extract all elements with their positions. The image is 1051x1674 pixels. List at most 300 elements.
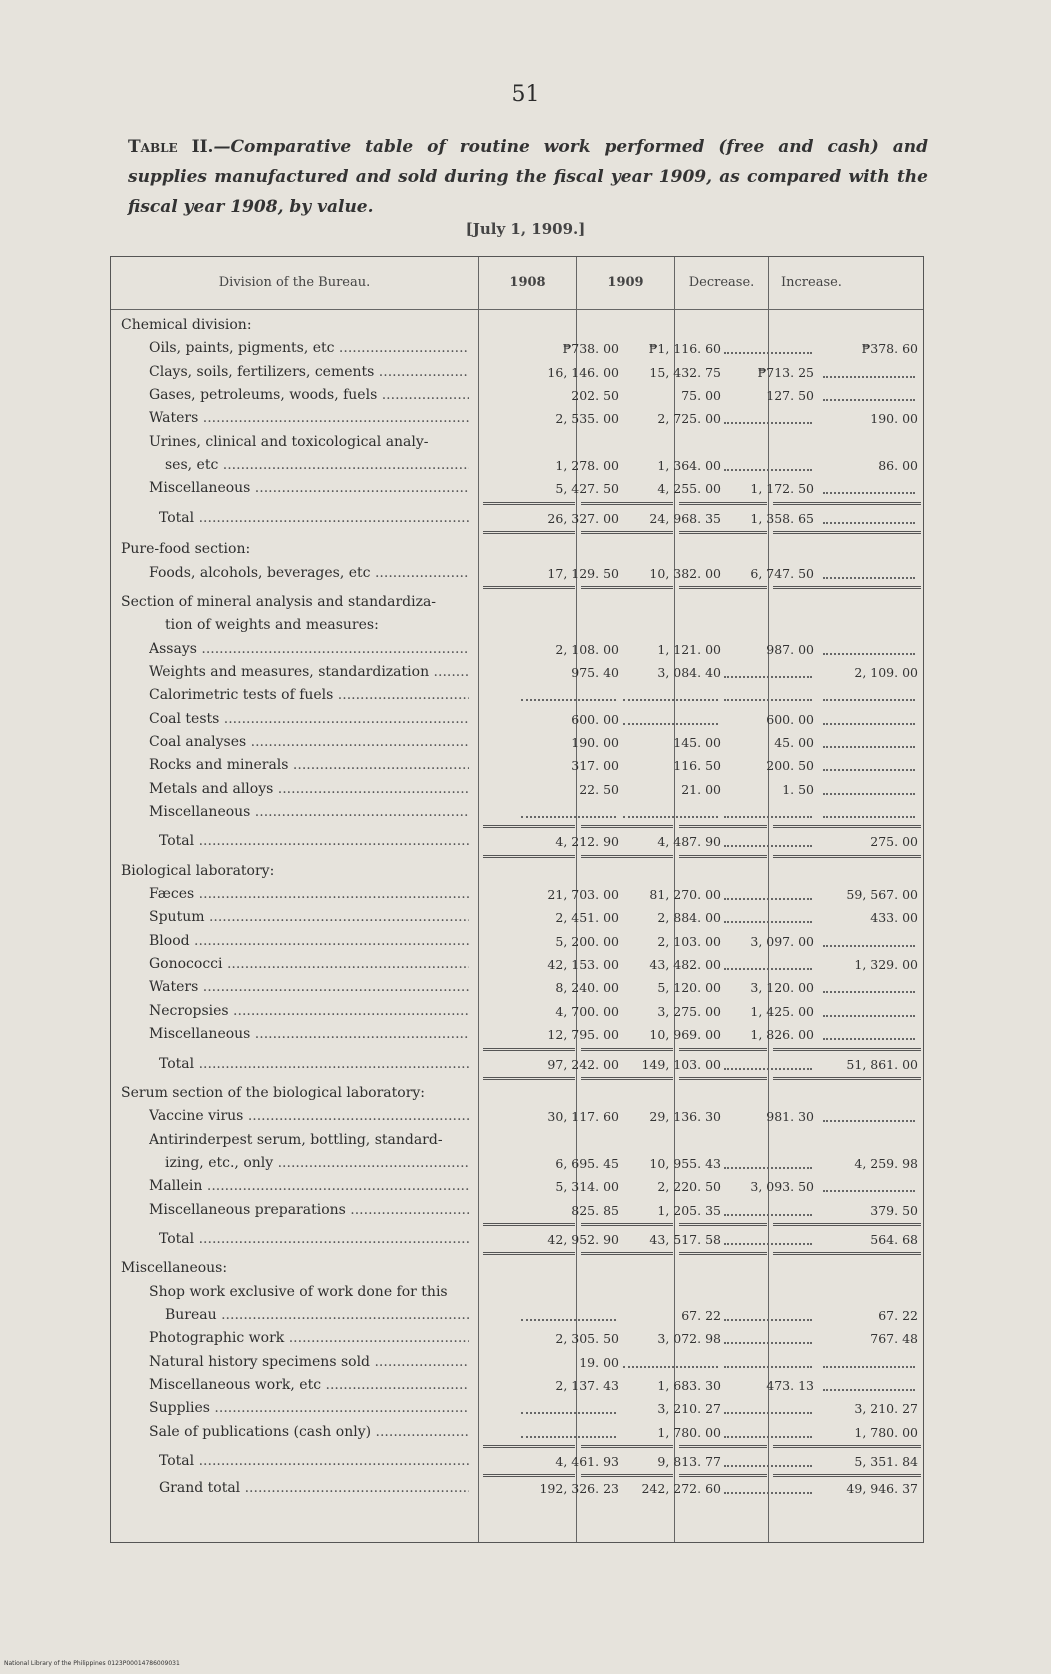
row-label: Grand total ..... bbox=[159, 1477, 469, 1500]
empty-cell-leader bbox=[823, 991, 915, 993]
total-row bbox=[111, 1477, 923, 1500]
table-row bbox=[111, 1281, 923, 1304]
row-label: Photographic work ..... bbox=[149, 1327, 469, 1350]
row-label: Urines, clinical and toxicological analy- bbox=[149, 433, 429, 450]
sum-rule bbox=[679, 1223, 767, 1226]
section-heading-row bbox=[111, 538, 923, 561]
value-increase: 49, 946. 37 bbox=[846, 1481, 918, 1497]
empty-cell-leader bbox=[724, 1412, 812, 1414]
row-label: Shop work exclusive of work done for this bbox=[149, 1283, 448, 1300]
row-label: Rocks and minerals ..... bbox=[149, 754, 469, 777]
empty-cell-leader bbox=[724, 816, 812, 818]
value-increase: 1, 780. 00 bbox=[854, 1424, 918, 1440]
sum-rule bbox=[679, 1048, 767, 1051]
row-label: Vaccine virus ..... bbox=[149, 1105, 469, 1128]
sum-rule bbox=[483, 1445, 575, 1448]
empty-cell-leader bbox=[823, 1190, 915, 1192]
section-heading: Pure-food section: bbox=[121, 541, 251, 558]
value-decrease: 987. 00 bbox=[766, 641, 814, 657]
empty-cell-leader bbox=[724, 1068, 812, 1070]
value-1909: 21. 00 bbox=[681, 781, 721, 797]
value-1909: 67. 22 bbox=[681, 1308, 721, 1323]
row-label: ses, etc ..... bbox=[165, 454, 469, 477]
sum-rule bbox=[581, 1223, 673, 1226]
row-label: Miscellaneous ..... bbox=[149, 1023, 469, 1046]
value-1908: 317. 00 bbox=[571, 758, 619, 774]
value-1908: 19. 00 bbox=[579, 1354, 619, 1370]
value-1908: 825. 85 bbox=[571, 1202, 619, 1218]
value-1908: 190. 00 bbox=[571, 734, 619, 750]
sum-rule bbox=[581, 1048, 673, 1051]
row-label: Coal analyses ..... bbox=[149, 731, 469, 754]
empty-cell-leader bbox=[521, 1412, 616, 1414]
value-1908: 4, 700. 00 bbox=[555, 1003, 619, 1019]
sum-rule bbox=[679, 502, 767, 505]
table-row bbox=[111, 1152, 923, 1175]
section-heading: Biological laboratory: bbox=[121, 862, 275, 879]
value-increase: 379. 50 bbox=[870, 1202, 918, 1218]
value-1909: 24, 968. 35 bbox=[649, 510, 721, 526]
table-row bbox=[111, 1304, 923, 1327]
table-row bbox=[111, 407, 923, 430]
empty-cell-leader bbox=[623, 816, 718, 818]
row-label: tion of weights and measures: bbox=[165, 617, 379, 634]
sum-rule bbox=[483, 1048, 575, 1051]
value-increase: 86. 00 bbox=[878, 458, 918, 474]
row-label: Total ..... bbox=[159, 1053, 469, 1076]
table-row bbox=[111, 883, 923, 906]
value-1909: 2, 220. 50 bbox=[657, 1179, 721, 1195]
value-1908: 21, 703. 00 bbox=[547, 887, 619, 903]
value-1908: 17, 129. 50 bbox=[547, 565, 619, 581]
value-1909: 1, 205. 35 bbox=[657, 1202, 721, 1218]
column-header-1908: 1908 bbox=[509, 275, 546, 290]
value-1908: 42, 952. 90 bbox=[547, 1231, 619, 1247]
total-row bbox=[111, 830, 923, 853]
value-1908: 5, 427. 50 bbox=[555, 481, 619, 497]
row-label: Antirinderpest serum, bottling, standard- bbox=[149, 1131, 443, 1148]
table-row bbox=[111, 1199, 923, 1222]
value-1909: 29, 136. 30 bbox=[649, 1109, 721, 1125]
value-1909: 3, 210. 27 bbox=[657, 1401, 721, 1417]
empty-cell-leader bbox=[724, 1492, 812, 1494]
sum-rule bbox=[483, 586, 575, 589]
value-increase: 767. 48 bbox=[870, 1331, 918, 1347]
table-row bbox=[111, 1000, 923, 1023]
row-label: Miscellaneous work, etc ..... bbox=[149, 1374, 469, 1397]
column-header-decrease: Decrease. bbox=[688, 275, 755, 290]
value-decrease: 1, 826. 00 bbox=[750, 1027, 814, 1043]
table-row bbox=[111, 454, 923, 477]
row-label: Mallein ..... bbox=[149, 1175, 469, 1198]
empty-cell-leader bbox=[724, 1436, 812, 1438]
scan-footer: National Library of the Philippines 0123P00014786009031 bbox=[4, 1660, 180, 1667]
empty-cell-leader bbox=[521, 1319, 616, 1321]
value-increase: 564. 68 bbox=[870, 1231, 918, 1247]
value-1909: 1, 683. 30 bbox=[657, 1378, 721, 1394]
table-row bbox=[111, 930, 923, 953]
value-1908: 1, 278. 00 bbox=[555, 458, 619, 474]
empty-cell-leader bbox=[823, 793, 915, 795]
empty-cell-leader bbox=[724, 1366, 812, 1368]
value-1908: 2, 108. 00 bbox=[555, 641, 619, 657]
value-decrease: 3, 120. 00 bbox=[750, 980, 814, 996]
value-1909: 145. 00 bbox=[673, 734, 721, 750]
table-row bbox=[111, 684, 923, 707]
sum-rule bbox=[581, 586, 673, 589]
table-row bbox=[111, 1327, 923, 1350]
value-1908: 600. 00 bbox=[571, 711, 619, 727]
row-label: Clays, soils, fertilizers, cements ..... bbox=[149, 361, 469, 384]
value-decrease: 981. 30 bbox=[766, 1109, 814, 1125]
value-increase: 67. 22 bbox=[878, 1308, 918, 1323]
table-row bbox=[111, 361, 923, 384]
table-row bbox=[111, 708, 923, 731]
value-decrease: 3, 097. 00 bbox=[750, 933, 814, 949]
value-increase: 1, 329. 00 bbox=[854, 957, 918, 973]
sum-rule bbox=[679, 855, 767, 858]
empty-cell-leader bbox=[724, 676, 812, 678]
value-1909: 43, 517. 58 bbox=[649, 1231, 721, 1247]
sum-rule bbox=[483, 1252, 575, 1255]
value-1909: 149, 103. 00 bbox=[641, 1056, 721, 1072]
table-row bbox=[111, 1374, 923, 1397]
value-1909: 4, 255. 00 bbox=[657, 481, 721, 497]
empty-cell-leader bbox=[724, 352, 812, 354]
sum-rule bbox=[679, 1252, 767, 1255]
value-1909: 1, 121. 00 bbox=[657, 641, 721, 657]
value-1909: 1, 780. 00 bbox=[657, 1424, 721, 1440]
empty-cell-leader bbox=[823, 945, 915, 947]
empty-cell-leader bbox=[823, 769, 915, 771]
row-label: Waters ..... bbox=[149, 976, 469, 999]
empty-cell-leader bbox=[823, 577, 915, 579]
sum-rule bbox=[483, 502, 575, 505]
empty-cell-leader bbox=[724, 422, 812, 424]
empty-cell-leader bbox=[724, 921, 812, 923]
sum-rule bbox=[773, 1223, 921, 1226]
table-row bbox=[111, 1175, 923, 1198]
empty-cell-leader bbox=[823, 723, 915, 725]
value-1908: 42, 153. 00 bbox=[547, 957, 619, 973]
value-1908: 6, 695. 45 bbox=[555, 1155, 619, 1171]
empty-cell-leader bbox=[823, 522, 915, 524]
column-header-increase: Increase. bbox=[781, 275, 842, 290]
value-1909: 10, 382. 00 bbox=[649, 565, 721, 581]
value-decrease: 1, 172. 50 bbox=[750, 481, 814, 497]
empty-cell-leader bbox=[724, 1214, 812, 1216]
table-row bbox=[111, 953, 923, 976]
empty-cell-leader bbox=[724, 1243, 812, 1245]
value-1909: 15, 432. 75 bbox=[649, 364, 721, 380]
section-heading: Chemical division: bbox=[121, 317, 252, 333]
value-increase: 51, 861. 00 bbox=[846, 1056, 918, 1072]
empty-cell-leader bbox=[823, 816, 915, 818]
table-row bbox=[111, 431, 923, 454]
total-row bbox=[111, 1053, 923, 1076]
section-heading-row bbox=[111, 591, 923, 614]
row-label: Fæces ..... bbox=[149, 883, 469, 906]
section-heading-row bbox=[111, 860, 923, 883]
table-row bbox=[111, 731, 923, 754]
table-row bbox=[111, 1129, 923, 1152]
section-heading-row bbox=[111, 1257, 923, 1280]
table-date: [July 1, 1909.] bbox=[465, 220, 586, 238]
empty-cell-leader bbox=[623, 699, 718, 701]
value-1908: 2, 535. 00 bbox=[555, 411, 619, 427]
sum-rule bbox=[581, 1445, 673, 1448]
empty-cell-leader bbox=[823, 699, 915, 701]
empty-cell-leader bbox=[623, 723, 718, 725]
table-row bbox=[111, 976, 923, 999]
sum-rule bbox=[773, 586, 921, 589]
sum-rule bbox=[773, 1445, 921, 1448]
sum-rule bbox=[483, 855, 575, 858]
empty-cell-leader bbox=[521, 699, 616, 701]
value-1908: 975. 40 bbox=[571, 664, 619, 680]
column-header-1909: 1909 bbox=[607, 275, 644, 290]
value-1908: 16, 146. 00 bbox=[547, 364, 619, 380]
row-label: Supplies ..... bbox=[149, 1397, 469, 1420]
row-label: Foods, alcohols, beverages, etc ..... bbox=[149, 562, 469, 585]
table-row bbox=[111, 1023, 923, 1046]
empty-cell-leader bbox=[724, 699, 812, 701]
value-1908: 192, 326. 23 bbox=[539, 1481, 619, 1497]
value-1908: 30, 117. 60 bbox=[547, 1109, 619, 1125]
sum-rule bbox=[581, 1252, 673, 1255]
empty-cell-leader bbox=[724, 1167, 812, 1169]
section-heading-row bbox=[111, 1082, 923, 1105]
empty-cell-leader bbox=[823, 653, 915, 655]
table-row bbox=[111, 477, 923, 500]
row-label: Calorimetric tests of fuels ..... bbox=[149, 684, 469, 707]
value-increase: 5, 351. 84 bbox=[854, 1454, 918, 1470]
empty-cell-leader bbox=[823, 399, 915, 401]
sum-rule bbox=[679, 1445, 767, 1448]
section-heading: Miscellaneous: bbox=[121, 1260, 228, 1277]
empty-cell-leader bbox=[823, 1038, 915, 1040]
value-1909: 242, 272. 60 bbox=[641, 1481, 721, 1497]
value-1908: 202. 50 bbox=[571, 388, 619, 404]
table-row bbox=[111, 562, 923, 585]
value-decrease: 600. 00 bbox=[766, 711, 814, 727]
table-row bbox=[111, 778, 923, 801]
page-number: 51 bbox=[511, 82, 540, 107]
row-label: Natural history specimens sold ..... bbox=[149, 1351, 469, 1374]
sum-rule bbox=[773, 1252, 921, 1255]
empty-cell-leader bbox=[724, 1319, 812, 1321]
value-1909: ₱1, 116. 60 bbox=[648, 341, 721, 357]
table-row bbox=[111, 638, 923, 661]
value-1909: 10, 969. 00 bbox=[649, 1027, 721, 1043]
row-label: Miscellaneous ..... bbox=[149, 477, 469, 500]
value-1908: 26, 327. 00 bbox=[547, 510, 619, 526]
value-1909: 2, 103. 00 bbox=[657, 933, 721, 949]
sum-rule bbox=[581, 855, 673, 858]
row-label: Gonococci ..... bbox=[149, 953, 469, 976]
value-decrease: 1, 425. 00 bbox=[750, 1003, 814, 1019]
row-label: Oils, paints, pigments, etc ..... bbox=[149, 337, 469, 360]
value-decrease: 1. 50 bbox=[782, 781, 814, 797]
empty-cell-leader bbox=[724, 1465, 812, 1467]
table-row bbox=[111, 906, 923, 929]
sum-rule bbox=[679, 825, 767, 828]
section-heading: Serum section of the biological laboratory: bbox=[121, 1084, 426, 1101]
value-1908: 2, 451. 00 bbox=[555, 910, 619, 926]
table-row bbox=[111, 754, 923, 777]
value-1908: 4, 461. 93 bbox=[555, 1454, 619, 1470]
row-label: Total ..... bbox=[159, 1450, 469, 1473]
caption-text: —Comparative table of routine work performed (free and cash) and supplies manufactured and sold during the fiscal year 1909, as compared with the fiscal year 1908, by value. bbox=[128, 137, 928, 217]
value-1908: 22. 50 bbox=[579, 781, 619, 797]
sum-rule bbox=[773, 855, 921, 858]
total-row bbox=[111, 1450, 923, 1473]
row-label: Weights and measures, standardization ..... bbox=[149, 661, 469, 684]
sum-rule bbox=[483, 1077, 575, 1080]
sum-rule bbox=[581, 825, 673, 828]
value-1908: 97, 242. 00 bbox=[547, 1056, 619, 1072]
table-row bbox=[111, 1421, 923, 1444]
table-row bbox=[111, 801, 923, 824]
value-increase: 4, 259. 98 bbox=[854, 1155, 918, 1171]
value-1909: 9, 813. 77 bbox=[657, 1454, 721, 1470]
value-increase: 190. 00 bbox=[870, 411, 918, 427]
sum-rule bbox=[773, 502, 921, 505]
row-label: Total ..... bbox=[159, 1228, 469, 1251]
value-decrease: 3, 093. 50 bbox=[750, 1179, 814, 1195]
row-label: Total ..... bbox=[159, 830, 469, 853]
row-label: Bureau ..... bbox=[165, 1304, 469, 1327]
empty-cell-leader bbox=[724, 968, 812, 970]
value-1908: 5, 200. 00 bbox=[555, 933, 619, 949]
empty-cell-leader bbox=[823, 1015, 915, 1017]
sum-rule bbox=[773, 531, 921, 534]
table-row bbox=[111, 337, 923, 360]
empty-cell-leader bbox=[724, 469, 812, 471]
value-decrease: ₱713. 25 bbox=[757, 364, 814, 380]
empty-cell-leader bbox=[521, 816, 616, 818]
row-label: Necropsies ..... bbox=[149, 1000, 469, 1023]
row-label: Sputum ..... bbox=[149, 906, 469, 929]
row-label: Sale of publications (cash only) ..... bbox=[149, 1421, 469, 1444]
value-1908: 5, 314. 00 bbox=[555, 1179, 619, 1195]
total-row bbox=[111, 1228, 923, 1251]
table-caption bbox=[128, 132, 928, 222]
empty-cell-leader bbox=[823, 1120, 915, 1122]
table-row bbox=[111, 1397, 923, 1420]
empty-cell-leader bbox=[823, 746, 915, 748]
sum-rule bbox=[581, 502, 673, 505]
row-label: Metals and alloys ..... bbox=[149, 778, 469, 801]
row-label: Miscellaneous preparations ..... bbox=[149, 1199, 469, 1222]
table-row bbox=[111, 661, 923, 684]
empty-cell-leader bbox=[623, 1366, 718, 1368]
value-increase: 275. 00 bbox=[870, 834, 918, 850]
comparative-table bbox=[110, 256, 924, 1543]
sum-rule bbox=[773, 825, 921, 828]
value-1909: 3, 072. 98 bbox=[657, 1331, 721, 1347]
value-decrease: 200. 50 bbox=[766, 758, 814, 774]
value-1909: 5, 120. 00 bbox=[657, 980, 721, 996]
value-1909: 3, 084. 40 bbox=[657, 664, 721, 680]
sum-rule bbox=[679, 531, 767, 534]
value-decrease: 45. 00 bbox=[774, 734, 814, 750]
value-1908: ₱738. 00 bbox=[562, 341, 619, 357]
empty-cell-leader bbox=[823, 492, 915, 494]
empty-cell-leader bbox=[724, 1342, 812, 1344]
table-row bbox=[111, 384, 923, 407]
section-heading: Section of mineral analysis and standardiza- bbox=[121, 593, 437, 610]
value-increase: 433. 00 bbox=[870, 910, 918, 926]
total-row bbox=[111, 507, 923, 530]
value-1909: 4, 487. 90 bbox=[657, 834, 721, 850]
value-1909: 75. 00 bbox=[681, 388, 721, 404]
value-1908: 2, 137. 43 bbox=[555, 1378, 619, 1394]
value-decrease: 473. 13 bbox=[766, 1378, 814, 1394]
value-decrease: 1, 358. 65 bbox=[750, 510, 814, 526]
empty-cell-leader bbox=[823, 376, 915, 378]
value-1909: 116. 50 bbox=[673, 758, 721, 774]
sum-rule bbox=[581, 531, 673, 534]
table-row bbox=[111, 1351, 923, 1374]
value-1908: 8, 240. 00 bbox=[555, 980, 619, 996]
empty-cell-leader bbox=[521, 1436, 616, 1438]
table-row bbox=[111, 1105, 923, 1128]
section-heading-row bbox=[111, 314, 923, 337]
sum-rule bbox=[773, 1077, 921, 1080]
value-decrease: 127. 50 bbox=[766, 388, 814, 404]
sum-rule bbox=[483, 825, 575, 828]
value-1908: 2, 305. 50 bbox=[555, 1331, 619, 1347]
value-1909: 3, 275. 00 bbox=[657, 1003, 721, 1019]
value-increase: 3, 210. 27 bbox=[854, 1401, 918, 1417]
value-decrease: 6, 747. 50 bbox=[750, 565, 814, 581]
empty-cell-leader bbox=[823, 1366, 915, 1368]
table-row bbox=[111, 614, 923, 637]
sum-rule bbox=[483, 531, 575, 534]
empty-cell-leader bbox=[724, 845, 812, 847]
value-increase: 59, 567. 00 bbox=[846, 887, 918, 903]
empty-cell-leader bbox=[823, 1389, 915, 1391]
row-label: Gases, petroleums, woods, fuels ..... bbox=[149, 384, 469, 407]
row-label: Waters ..... bbox=[149, 407, 469, 430]
row-label: Blood ..... bbox=[149, 930, 469, 953]
row-label: Coal tests ..... bbox=[149, 708, 469, 731]
table-body bbox=[111, 310, 923, 1542]
value-1909: 2, 725. 00 bbox=[657, 411, 721, 427]
value-1909: 43, 482. 00 bbox=[649, 957, 721, 973]
row-label: Miscellaneous ..... bbox=[149, 801, 469, 824]
sum-rule bbox=[679, 1077, 767, 1080]
value-increase: 2, 109. 00 bbox=[854, 664, 918, 680]
sum-rule bbox=[483, 1223, 575, 1226]
value-increase: ₱378. 60 bbox=[861, 341, 918, 357]
row-label: izing, etc., only ..... bbox=[165, 1152, 469, 1175]
value-1909: 81, 270. 00 bbox=[649, 887, 721, 903]
row-label: Total ..... bbox=[159, 507, 469, 530]
sum-rule bbox=[773, 1048, 921, 1051]
row-label: Assays ..... bbox=[149, 638, 469, 661]
value-1908: 4, 212. 90 bbox=[555, 834, 619, 850]
caption-lead: Table II. bbox=[128, 137, 214, 157]
value-1909: 10, 955. 43 bbox=[649, 1155, 721, 1171]
sum-rule bbox=[679, 586, 767, 589]
value-1908: 12, 795. 00 bbox=[547, 1027, 619, 1043]
value-1909: 1, 364. 00 bbox=[657, 458, 721, 474]
sum-rule bbox=[581, 1077, 673, 1080]
value-1909: 2, 884. 00 bbox=[657, 910, 721, 926]
column-header-division: Division of the Bureau. bbox=[218, 275, 371, 290]
